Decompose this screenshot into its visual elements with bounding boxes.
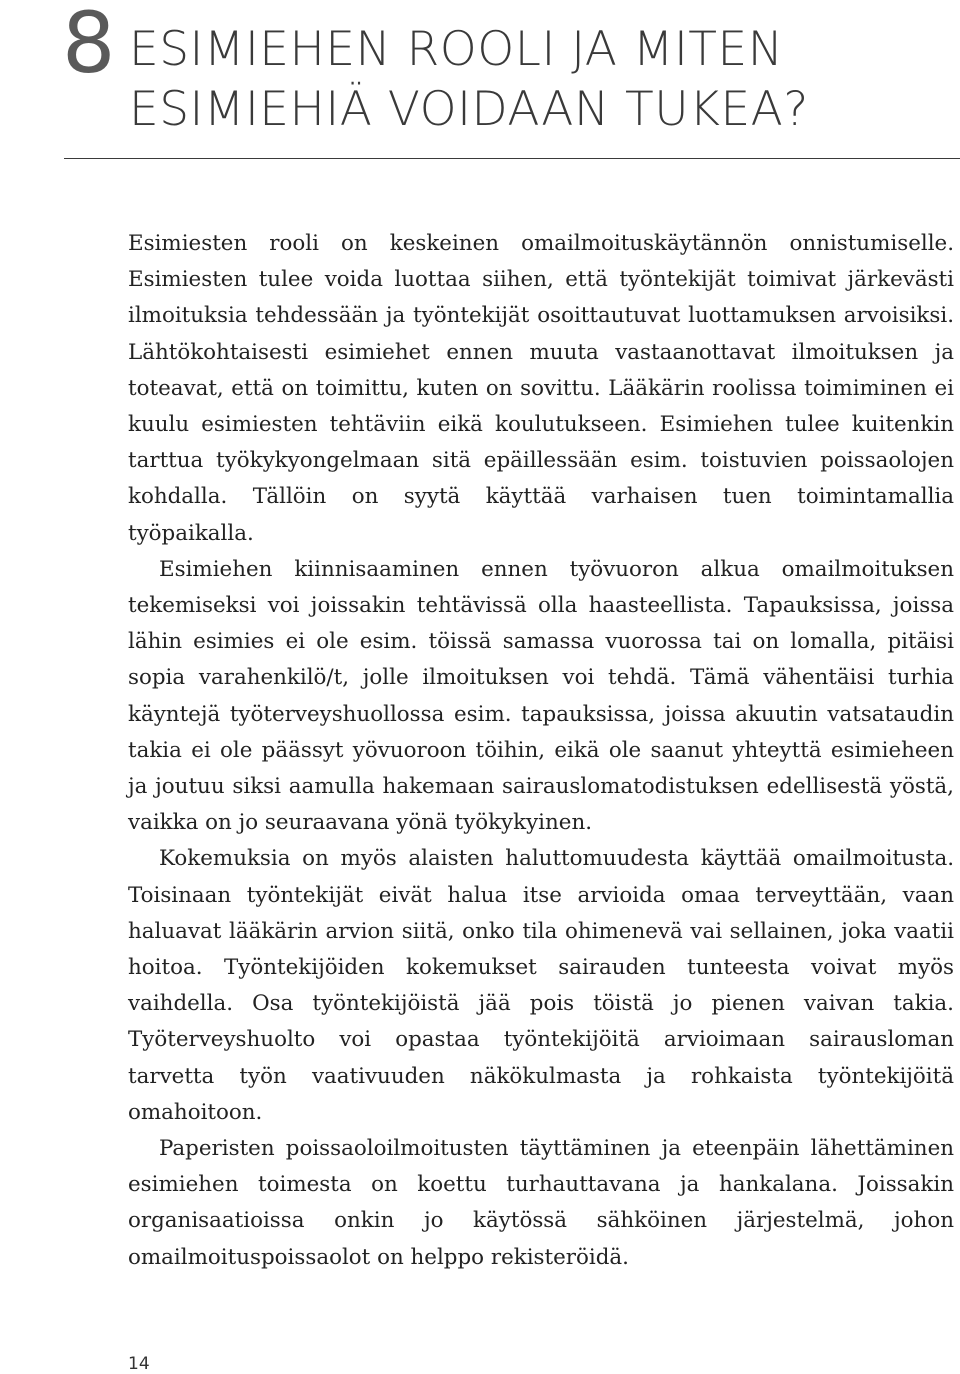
chapter-title-line-1: ESIMIEHEN ROOLI JA MITEN	[129, 22, 784, 77]
chapter-title	[129, 20, 949, 140]
paragraph-4: Paperisten poissaoloilmoitusten täyttäminen ja eteenpäin lähettäminen esimiehen toimesta on koettu turhauttavana ja hankalana. Joissakin organisaatioissa onkin jo käytössä sähköinen järjestelmä, johon omailmoituspoissaolot on helppo rekisteröidä.	[128, 1136, 954, 1270]
chapter-header	[62, 0, 960, 160]
chapter-title-line-2: ESIMIEHIÄ VOIDAAN TUKEA?	[129, 82, 809, 137]
paragraph-2: Esimiehen kiinnisaaminen ennen työvuoron alkua omailmoituksen tekemiseksi voi joissakin tehtävissä olla haasteellista. Tapauksissa, joissa lähin esimies ei ole esim. töissä samassa vuorossa tai on lomalla, pitäisi sopia varahenkilö/t, jolle ilmoituksen voi tehdä. Tämä vähentäisi turhia käyntejä työterveyshuollossa esim. tapauksissa, joissa akuutin vatsataudin takia ei ole päässyt yövuoroon töihin, eikä ole saanut yhteyttä esimieheen ja joutuu siksi aamulla hakemaan sairauslomatodistuksen edellisestä yöstä, vaikka on jo seuraavana yönä työkykyinen.	[128, 556, 954, 836]
paragraph-1: Esimiesten rooli on keskeinen omailmoituskäytännön onnistumiselle. Esimiesten tulee voida luottaa siihen, että työntekijät toimivat järkevästi ilmoituksia tehdessään ja työntekijät osoittautuvat luottamuksen arvoisiksi. Lähtökohtaisesti esimiehet ennen muuta vastaanottavat ilmoituksen ja toteavat, että on toimittu, kuten on sovittu. Lääkärin roolissa toimiminen ei kuulu esimiesten tehtäviin eikä koulutukseen. Esimiehen tulee kuitenkin tarttua työkykyongelmaan sitä epäillessään esim. toistuvien poissaolojen kohdalla. Tällöin on syytä käyttää varhaisen tuen toimintamallia työpaikalla.	[128, 231, 954, 546]
paragraph-3: Kokemuksia on myös alaisten haluttomuudesta käyttää omailmoitusta. Toisinaan työntekijät eivät halua itse arvioida omaa terveyttään, vaan haluavat lääkärin arvion siitä, onko tila ohimenevä vai sellainen, joka vaatii hoitoa. Työntekijöiden kokemukset sairauden tunteesta voivat myös vaihdella. Osa työntekijöistä jää pois töistä jo pienen vaivan takia. Työterveyshuolto voi opastaa työntekijöitä arvioimaan sairausloman tarvetta työn vaativuuden näkökulmasta ja rohkaista työntekijöitä omahoitoon.	[128, 846, 954, 1125]
title-divider	[64, 158, 960, 159]
page-number: 14	[128, 1354, 150, 1374]
body-text	[128, 226, 954, 1276]
chapter-number: 8	[62, 0, 114, 92]
